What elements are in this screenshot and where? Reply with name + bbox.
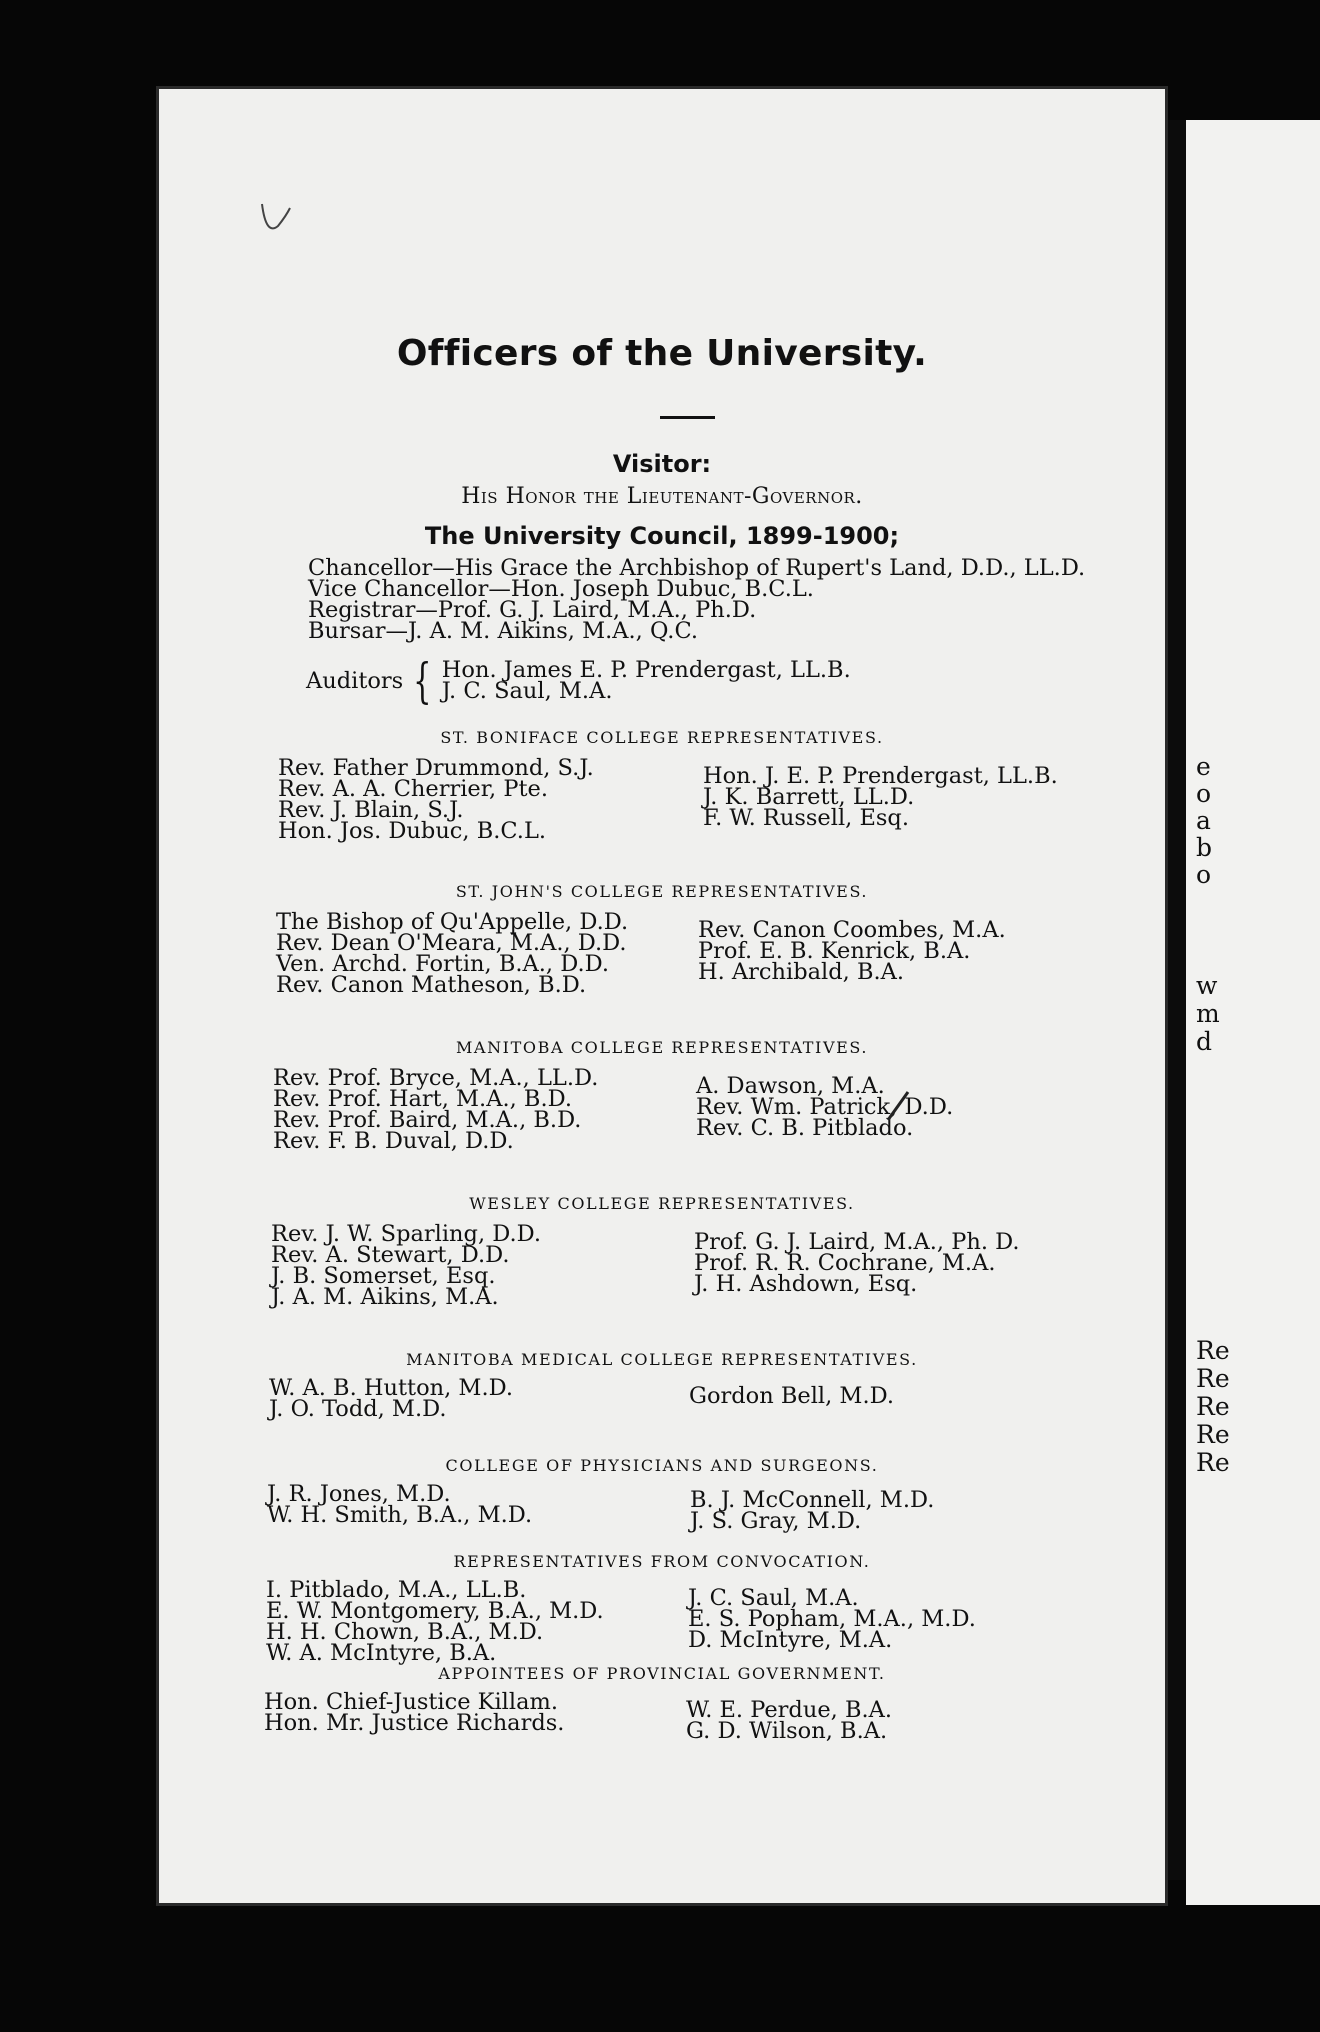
page-title: Officers of the University. — [396, 333, 928, 374]
section-right-column — [688, 1585, 976, 1653]
page-gutter — [1168, 120, 1186, 1880]
text-fragment: Re — [1196, 1364, 1230, 1393]
council-member: Chancellor—His Grace the Archbishop of Rupert's Land, D.D., LL.D. — [308, 555, 1086, 581]
list-item: Prof. R. R. Cochrane, M.A. — [694, 1250, 996, 1276]
list-item: H. Archibald, B.A. — [698, 959, 905, 985]
council-members — [308, 555, 1086, 644]
list-item: Rev. Prof. Hart, M.A., B.D. — [273, 1086, 572, 1112]
section-heading: MANITOBA COLLEGE REPRESENTATIVES. — [455, 1038, 869, 1057]
council-member: Registrar—Prof. G. J. Laird, M.A., Ph.D. — [308, 597, 757, 623]
section-heading: MANITOBA MEDICAL COLLEGE REPRESENTATIVES. — [406, 1350, 918, 1369]
text-fragment: b — [1196, 833, 1213, 862]
brace-glyph: { — [413, 653, 432, 709]
list-item: Rev. Father Drummond, S.J. — [278, 755, 594, 781]
text-fragment: o — [1196, 779, 1212, 808]
list-item: The Bishop of Qu'Appelle, D.D. — [276, 909, 629, 935]
list-item: Rev. Canon Coombes, M.A. — [698, 917, 1006, 943]
list-item: Rev. Prof. Baird, M.A., B.D. — [273, 1107, 582, 1133]
list-item: Rev. A. Stewart, D.D. — [271, 1242, 510, 1268]
section-left-column — [273, 1065, 599, 1154]
text-fragment: m — [1196, 999, 1220, 1028]
list-item: J. H. Ashdown, Esq. — [694, 1271, 918, 1297]
list-item: W. E. Perdue, B.A. — [686, 1697, 893, 1723]
text-fragment: a — [1196, 806, 1211, 835]
section-right-column — [696, 1073, 954, 1141]
list-item: J. K. Barrett, LL.D. — [703, 784, 915, 810]
list-item: Rev. J. Blain, S.J. — [278, 797, 464, 823]
text-fragment: Re — [1196, 1420, 1230, 1449]
section-right-column — [694, 1229, 1020, 1297]
section-left-column — [269, 1375, 514, 1422]
title-rule — [660, 416, 715, 419]
section-right-column — [686, 1697, 893, 1744]
list-item: Rev. Dean O'Meara, M.A., D.D. — [276, 930, 627, 956]
visitor-heading: Visitor: — [612, 450, 712, 478]
section-heading: COLLEGE OF PHYSICIANS AND SURGEONS. — [445, 1456, 879, 1475]
text-fragment: Re — [1196, 1448, 1230, 1477]
section-left-column — [271, 1221, 542, 1310]
section-right-column — [703, 763, 1058, 831]
list-item: Hon. Jos. Dubuc, B.C.L. — [278, 818, 547, 844]
text-fragment: Re — [1196, 1392, 1230, 1421]
document-page — [156, 86, 1168, 1906]
list-item: W. A. McIntyre, B.A. — [266, 1640, 497, 1666]
list-item: Rev. F. B. Duval, D.D. — [273, 1128, 514, 1154]
section-heading: WESLEY COLLEGE REPRESENTATIVES. — [469, 1194, 855, 1213]
list-item: Prof. E. B. Kenrick, B.A. — [698, 938, 971, 964]
section-right-column — [698, 917, 1006, 985]
text-fragment: w — [1196, 971, 1218, 1000]
section-left-column — [264, 1689, 565, 1736]
section-left-column — [276, 909, 629, 998]
text-fragment: d — [1196, 1027, 1213, 1056]
list-item: W. H. Smith, B.A., M.D. — [267, 1502, 533, 1528]
section-heading: REPRESENTATIVES FROM CONVOCATION. — [453, 1552, 871, 1571]
list-item: Rev. Canon Matheson, B.D. — [276, 972, 587, 998]
section-heading: ST. JOHN'S COLLEGE REPRESENTATIVES. — [455, 882, 869, 901]
list-item: I. Pitblado, M.A., LL.B. — [266, 1577, 527, 1603]
adjacent-page-fragment — [1186, 120, 1320, 1905]
text-fragment: e — [1196, 752, 1211, 781]
section-right-column — [690, 1487, 935, 1534]
text-fragment: Re — [1196, 1336, 1230, 1365]
pencil-mark — [256, 196, 316, 256]
list-item: J. A. M. Aikins, M.A. — [271, 1284, 499, 1310]
list-item: J. S. Gray, M.D. — [690, 1508, 862, 1534]
list-item: Hon. Chief-Justice Killam. — [264, 1689, 558, 1715]
list-item: Rev. C. B. Pitblado. — [696, 1115, 914, 1141]
list-item: Rev. Wm. Patrick, D.D. — [696, 1094, 954, 1120]
auditor-name: J. C. Saul, M.A. — [441, 678, 613, 704]
list-item: A. Dawson, M.A. — [696, 1073, 885, 1099]
pen-stroke-mark — [884, 1086, 914, 1126]
list-item: G. D. Wilson, B.A. — [686, 1718, 888, 1744]
section-right-column — [689, 1383, 894, 1409]
visitor-name: His Honor the Lieutenant-Governor. — [461, 484, 863, 509]
list-item: B. J. McConnell, M.D. — [690, 1487, 935, 1513]
section-left-column — [266, 1577, 604, 1666]
list-item: Hon. J. E. P. Prendergast, LL.B. — [703, 763, 1058, 789]
section-heading: ST. BONIFACE COLLEGE REPRESENTATIVES. — [440, 728, 884, 747]
section-left-column — [278, 755, 594, 844]
list-item: W. A. B. Hutton, M.D. — [269, 1375, 514, 1401]
list-item: Rev. A. A. Cherrier, Pte. — [278, 776, 548, 802]
list-item: Rev. J. W. Sparling, D.D. — [271, 1221, 542, 1247]
auditors-block — [306, 653, 851, 709]
council-member: Bursar—J. A. M. Aikins, M.A., Q.C. — [308, 618, 699, 644]
list-item: E. W. Montgomery, B.A., M.D. — [266, 1598, 604, 1624]
list-item: F. W. Russell, Esq. — [703, 805, 909, 831]
auditor-name: Hon. James E. P. Prendergast, LL.B. — [441, 657, 851, 683]
list-item: D. McIntyre, M.A. — [688, 1627, 893, 1653]
section-heading: APPOINTEES OF PROVINCIAL GOVERNMENT. — [438, 1664, 886, 1683]
auditors-label: Auditors — [306, 667, 404, 694]
section-left-column — [267, 1481, 533, 1528]
list-item: Ven. Archd. Fortin, B.A., D.D. — [276, 951, 609, 977]
list-item: Rev. Prof. Bryce, M.A., LL.D. — [273, 1065, 599, 1091]
list-item: J. B. Somerset, Esq. — [271, 1263, 496, 1289]
council-member: Vice Chancellor—Hon. Joseph Dubuc, B.C.L. — [308, 576, 814, 602]
list-item: Gordon Bell, M.D. — [689, 1383, 894, 1409]
text-fragment: o — [1196, 860, 1212, 889]
council-heading: The University Council, 1899-1900; — [424, 522, 900, 550]
list-item: H. H. Chown, B.A., M.D. — [266, 1619, 544, 1645]
list-item: Prof. G. J. Laird, M.A., Ph. D. — [694, 1229, 1020, 1255]
list-item: J. C. Saul, M.A. — [688, 1585, 859, 1611]
list-item: E. S. Popham, M.A., M.D. — [688, 1606, 976, 1632]
list-item: J. R. Jones, M.D. — [267, 1481, 451, 1507]
list-item: J. O. Todd, M.D. — [269, 1396, 447, 1422]
list-item: Hon. Mr. Justice Richards. — [264, 1710, 565, 1736]
